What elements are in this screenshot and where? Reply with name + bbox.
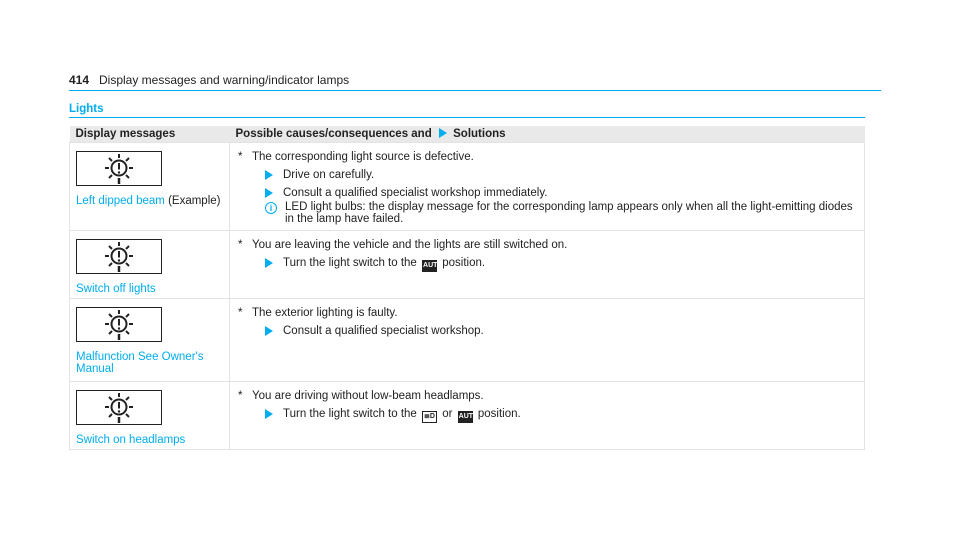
solutions-cell — [230, 231, 865, 299]
display-cell — [70, 382, 230, 450]
table-row — [70, 231, 865, 299]
solution-step: Consult a qualified specialist workshop immediately. — [265, 187, 856, 199]
table-header-row — [70, 126, 865, 143]
table-row — [70, 143, 865, 231]
lamp-fault-icon — [76, 151, 162, 186]
display-cell — [70, 231, 230, 299]
display-message: Left dipped beam — [76, 195, 165, 207]
example-label: (Example) — [168, 195, 221, 207]
display-message: Switch off lights — [76, 283, 156, 295]
column-header-causes: Possible causes/consequences and Solutions — [230, 126, 865, 143]
section-title: Lights — [69, 103, 865, 118]
solution-step: Turn the light switch to the AUTO position. — [265, 257, 856, 272]
messages-table — [69, 126, 865, 450]
cause-text: * The exterior lighting is faulty. — [238, 307, 398, 319]
solution-step: Drive on carefully. — [265, 169, 856, 181]
arrow-right-icon — [265, 409, 273, 419]
table-row — [70, 299, 865, 382]
display-message: Malfunction See Owner's Manual — [76, 351, 204, 375]
display-message: Switch on headlamps — [76, 434, 186, 446]
cause-text: * You are leaving the vehicle and the lights are still switched on. — [238, 239, 568, 251]
display-cell — [70, 299, 230, 382]
lamp-fault-icon — [76, 390, 162, 425]
auto-light-icon: AUTO — [422, 260, 437, 272]
cause-text: * The corresponding light source is defective. — [238, 151, 474, 163]
table-row — [70, 382, 865, 450]
arrow-right-icon — [265, 170, 273, 180]
solution-step: Consult a qualified specialist workshop. — [265, 325, 856, 337]
page-title: Display messages and warning/indicator lamps — [99, 73, 350, 87]
solutions-cell — [230, 299, 865, 382]
arrow-right-icon — [265, 188, 273, 198]
auto-light-icon: AUTO — [458, 411, 473, 423]
cause-text: * You are driving without low-beam headlamps. — [238, 390, 484, 402]
lamp-fault-icon — [76, 239, 162, 274]
info-icon: i — [265, 202, 277, 214]
display-cell — [70, 143, 230, 231]
lamp-fault-icon — [76, 307, 162, 342]
arrow-right-icon — [439, 128, 447, 138]
solutions-cell — [230, 143, 865, 231]
column-header-display: Display messages — [70, 126, 230, 143]
page-header — [69, 73, 881, 91]
info-note: i LED light bulbs: the display message for the corresponding lamp appears only when all the light-emitting diodes in the lamp have failed. — [265, 201, 856, 225]
page-number: 414 — [69, 73, 90, 87]
arrow-right-icon — [265, 326, 273, 336]
arrow-right-icon — [265, 258, 273, 268]
low-beam-icon: ≣D — [422, 411, 437, 423]
solution-step: Turn the light switch to the ≣D or AUTO position. — [265, 408, 856, 423]
solutions-cell — [230, 382, 865, 450]
